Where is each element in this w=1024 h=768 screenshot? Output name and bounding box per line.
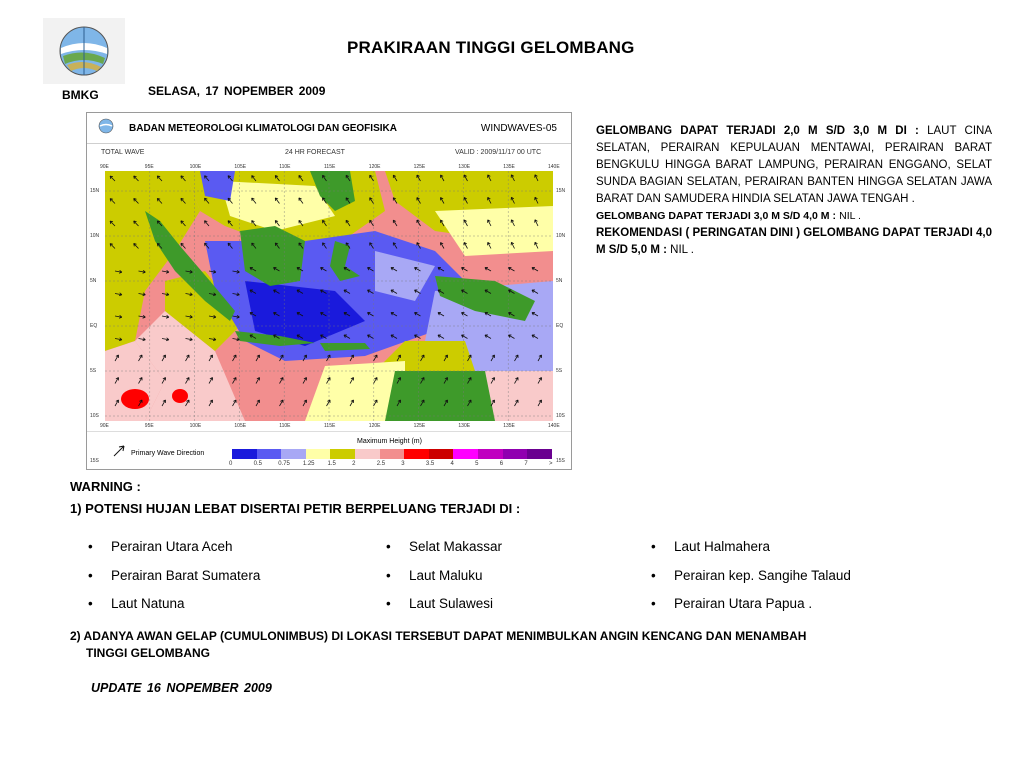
warning-item-2: 2) ADANYA AWAN GELAP (CUMULONIMBUS) DI LOKASI TERSEBUT DAPAT MENIMBULKAN ANGIN KENCANG DAN MENAMBAH TINGGI GELOMBANG	[70, 629, 807, 660]
warning-column-2	[386, 533, 502, 619]
list-item: • Laut Natuna	[88, 596, 185, 611]
map-legend	[87, 431, 571, 470]
legend-swatch	[478, 449, 503, 459]
legend-direction-label: Primary Wave Direction	[131, 450, 205, 457]
legend-tick: 1.5	[327, 461, 336, 467]
map-y-tick: 15S	[556, 458, 565, 464]
map-x-tick: 110E	[279, 423, 291, 429]
forecast-description	[596, 123, 992, 259]
legend-swatch	[429, 449, 454, 459]
legend-color-bar	[232, 449, 552, 459]
map-x-tick: 140E	[548, 164, 560, 170]
info-line3-rest: NIL .	[670, 244, 694, 256]
map-plot	[105, 171, 553, 421]
info-line1-bold: GELOMBANG DAPAT TERJADI 2,0 M S/D 3,0 M DI :	[596, 125, 919, 137]
map-y-tick: 5S	[90, 368, 97, 374]
list-item: • Selat Makassar	[386, 539, 503, 554]
map-y-tick: 5N	[90, 278, 97, 284]
list-item: • Perairan Utara Papua .	[651, 596, 813, 611]
legend-tick: 5	[475, 461, 479, 467]
map-x-tick: 130E	[458, 164, 471, 170]
legend-tick: 2	[352, 461, 356, 467]
map-x-tick: 110E	[279, 164, 291, 170]
map-x-tick: 125E	[413, 423, 426, 429]
map-x-tick: 90E	[100, 164, 109, 170]
list-item: • Perairan Barat Sumatera	[88, 567, 261, 583]
legend-title: Maximum Height (m)	[357, 438, 422, 445]
map-x-tick: 135E	[503, 423, 515, 429]
logo-label: BMKG	[62, 88, 99, 102]
legend-swatch	[527, 449, 552, 459]
map-y-tick: 10S	[90, 413, 99, 419]
map-x-tick: 135E	[503, 164, 515, 170]
map-x-tick: 100E	[189, 423, 202, 429]
warning-title: WARNING :	[70, 479, 141, 494]
map-y-tick: EQ	[90, 323, 98, 329]
legend-tick: 1.25	[302, 461, 315, 467]
page-title: PRAKIRAAN TINGGI GELOMBANG	[347, 38, 635, 57]
legend-tick: 0	[229, 461, 233, 467]
map-logo-icon	[98, 118, 114, 134]
map-x-tick: 130E	[458, 423, 471, 429]
legend-swatch	[306, 449, 331, 459]
list-item: • Laut Halmahera	[651, 539, 771, 554]
wave-height-map	[86, 112, 572, 470]
map-y-tick: EQ	[556, 323, 564, 329]
map-x-tick: 125E	[413, 164, 426, 170]
map-org: BADAN METEOROLOGI KLIMATOLOGI DAN GEOFISIKA	[129, 123, 397, 134]
map-y-tick: 15N	[556, 188, 566, 194]
map-valid: VALID : 2009/11/17 00 UTC	[455, 149, 542, 156]
warning-column-3	[651, 533, 851, 619]
map-y-tick: 5N	[556, 278, 563, 284]
legend-swatch	[232, 449, 257, 459]
map-total-wave: TOTAL WAVE	[101, 149, 145, 156]
bmkg-logo	[43, 18, 125, 84]
wave-direction-arrow-icon	[112, 444, 126, 458]
list-item: • Perairan kep. Sangihe Talaud	[651, 567, 851, 583]
map-x-tick: 115E	[324, 423, 336, 429]
info-line3-bold: REKOMENDASI ( PERINGATAN DINI ) GELOMBANG DAPAT TERJADI 4,0 M S/D 5,0 M :	[596, 227, 992, 256]
legend-tick: 2.5	[376, 461, 386, 467]
map-x-tick: 120E	[368, 423, 381, 429]
legend-swatch	[380, 449, 405, 459]
map-x-tick: 105E	[234, 164, 247, 170]
legend-swatch	[503, 449, 528, 459]
legend-swatch	[257, 449, 282, 459]
map-x-tick: 120E	[368, 164, 381, 170]
map-x-tick: 90E	[100, 423, 109, 429]
map-x-tick: 100E	[189, 164, 202, 170]
map-y-tick: 10N	[556, 233, 566, 239]
legend-tick: 4	[450, 461, 454, 467]
legend-swatch	[355, 449, 380, 459]
info-line1-rest: LAUT CINA SELATAN, PERAIRAN KEPULAUAN MENTAWAI, PERAIRAN BARAT BENGKULU HINGGA BARAT LAMPUNG, PERAIRAN ENGGANO, SELAT SUNDA BAGIAN SELATAN, PERAIRAN BANTEN HINGGA SELATAN JAWA BARAT DAN SAMUDERA HINDIA SELATAN JAWA TENGAH .	[596, 125, 992, 205]
map-x-tick: 105E	[234, 423, 247, 429]
legend-swatch	[404, 449, 429, 459]
legend-tick: >	[549, 461, 553, 467]
forecast-date: SELASA, 17 NOPEMBER 2009	[148, 84, 326, 98]
map-y-tick: 10S	[556, 413, 565, 419]
map-y-tick: 15N	[90, 188, 100, 194]
map-x-tick: 95E	[144, 423, 154, 429]
legend-tick: 0.75	[278, 461, 290, 467]
map-header	[87, 113, 571, 144]
map-model: WINDWAVES-05	[480, 123, 557, 134]
info-line2-rest: NIL .	[839, 210, 861, 222]
legend-tick: 0.5	[253, 461, 262, 467]
map-y-tick: 5S	[556, 368, 563, 374]
legend-swatch	[330, 449, 355, 459]
map-x-tick: 95E	[144, 164, 154, 170]
legend-tick: 3	[401, 461, 405, 467]
legend-tick: 7	[524, 461, 528, 467]
legend-tick: 3.5	[425, 461, 435, 467]
warning-column-1	[88, 533, 260, 619]
map-y-tick: 15S	[90, 458, 99, 464]
list-item: • Laut Sulawesi	[386, 596, 494, 611]
legend-swatch	[281, 449, 306, 459]
map-x-tick: 115E	[324, 164, 336, 170]
info-line2-bold: GELOMBANG DAPAT TERJADI 3,0 M S/D 4,0 M :	[596, 210, 836, 222]
map-forecast: 24 HR FORECAST	[285, 149, 345, 156]
legend-tick: 6	[499, 461, 504, 467]
warning-item-1: 1) POTENSI HUJAN LEBAT DISERTAI PETIR BERPELUANG TERJADI DI :	[70, 501, 521, 516]
map-y-tick: 10N	[90, 233, 100, 239]
map-x-tick: 140E	[548, 423, 560, 429]
list-item: • Laut Maluku	[386, 567, 483, 583]
update-date: UPDATE 16 NOPEMBER 2009	[91, 681, 272, 695]
legend-swatch	[453, 449, 478, 459]
list-item: • Perairan Utara Aceh	[88, 539, 233, 554]
